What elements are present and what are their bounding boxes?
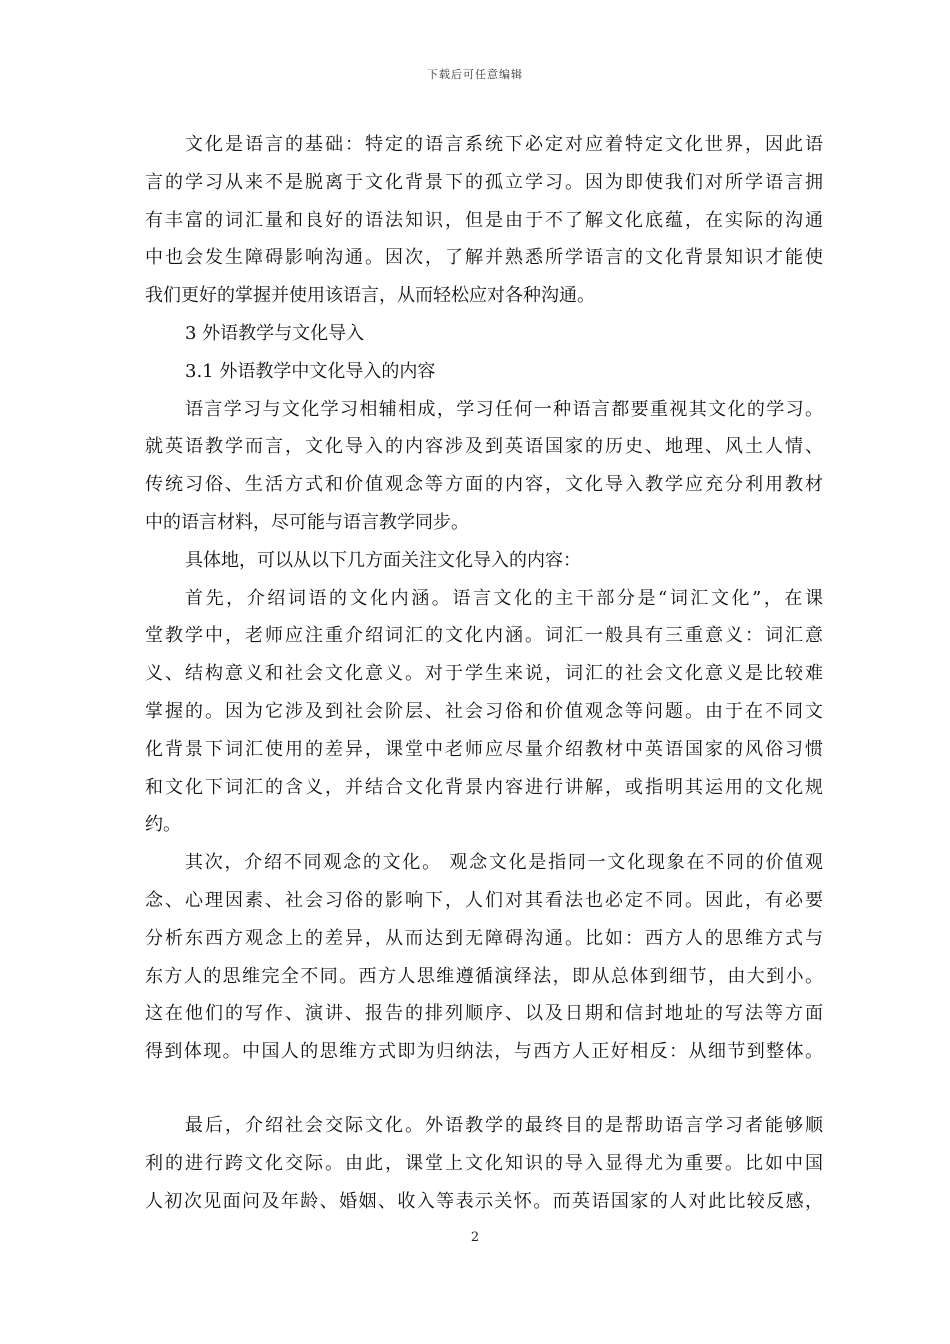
text-line: 中的语言材料，尽可能与语言教学同步。 <box>145 511 469 533</box>
text-line: 掌握的。因为它涉及到社会阶层、社会习俗和价值观念等问题。由于在不同文 <box>145 700 823 722</box>
text-line: 言的学习从来不是脱离于文化背景下的孤立学习。因为即使我们对所学语言拥 <box>145 171 823 193</box>
text-line: 念、心理因素、社会习俗的影响下，人们对其看法也必定不同。因此，有必要 <box>145 889 823 911</box>
text-line: 人初次见面问及年龄、婚姻、收入等表示关怀。而英语国家的人对此比较反感， <box>145 1190 823 1212</box>
text-line: 分析东西方观念上的差异，从而达到无障碍沟通。比如：西方人的思维方式与 <box>145 927 823 949</box>
text-line: 具体地，可以从以下几方面关注文化导入的内容： <box>185 549 581 571</box>
page-number: 2 <box>470 1230 480 1245</box>
text-line: 和文化下词汇的含义，并结合文化背景内容进行讲解，或指明其运用的文化规 <box>145 776 823 798</box>
text-line: 堂教学中，老师应注重介绍词汇的文化内涵。词汇一般具有三重意义：词汇意 <box>145 625 823 647</box>
text-line: 首先，介绍词语的文化内涵。语言文化的主干部分是“词汇文化”，在课 <box>185 587 823 609</box>
page-header: 下载后可任意编辑 <box>427 68 523 81</box>
text-line: 约。 <box>145 814 181 836</box>
text-line: 得到体现。中国人的思维方式即为归纳法，与西方人正好相反：从细节到整体。 <box>145 1041 823 1063</box>
document-body <box>145 126 823 1220</box>
text-line: 就英语教学而言，文化导入的内容涉及到英语国家的历史、地理、风土人情、 <box>145 436 823 458</box>
text-line: 文化是语言的基础：特定的语言系统下必定对应着特定文化世界，因此语 <box>185 134 823 155</box>
text-line: 东方人的思维完全不同。西方人思维遵循演绎法，即从总体到细节，由大到小。 <box>145 965 823 987</box>
blank-line <box>145 1071 823 1107</box>
text-line: 有丰富的词汇量和良好的语法知识，但是由于不了解文化底蕴，在实际的沟通 <box>145 209 823 231</box>
subsection-heading: 3.1 外语教学中文化导入的内容 <box>185 360 436 382</box>
text-line: 这在他们的写作、演讲、报告的排列顺序、以及日期和信封地址的写法等方面 <box>145 1003 823 1025</box>
section-heading: 3 外语教学与文化导入 <box>185 322 365 344</box>
text-line: 我们更好的掌握并使用该语言，从而轻松应对各种沟通。 <box>145 285 595 307</box>
text-line: 其次，介绍不同观念的文化。 观念文化是指同一文化现象在不同的价值观 <box>185 852 823 874</box>
text-line: 传统习俗、生活方式和价值观念等方面的内容，文化导入教学应充分利用教材 <box>145 474 823 496</box>
text-line: 化背景下词汇使用的差异，课堂中老师应尽量介绍教材中英语国家的风俗习惯 <box>145 738 823 760</box>
text-line: 最后，介绍社会交际文化。外语教学的最终目的是帮助语言学习者能够顺 <box>185 1114 823 1136</box>
text-line: 义、结构意义和社会文化意义。对于学生来说，词汇的社会文化意义是比较难 <box>145 663 823 685</box>
text-line: 中也会发生障碍影响沟通。因次，了解并熟悉所学语言的文化背景知识才能使 <box>145 247 823 269</box>
text-line: 利的进行跨文化交际。由此，课堂上文化知识的导入显得尤为重要。比如中国 <box>145 1152 823 1174</box>
text-line: 语言学习与文化学习相辅相成，学习任何一种语言都要重视其文化的学习。 <box>185 398 823 420</box>
